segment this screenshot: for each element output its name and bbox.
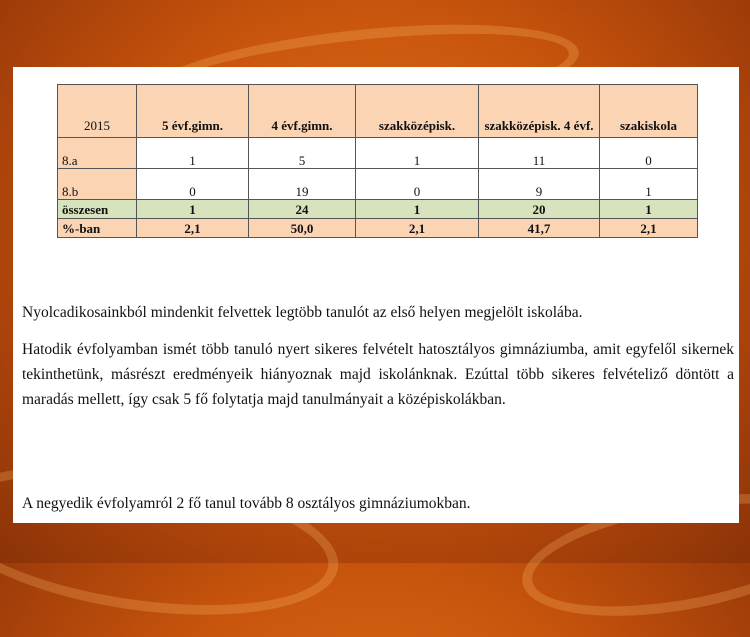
table-cell: 20 xyxy=(479,200,600,219)
table-row xyxy=(58,169,698,200)
table-cell: 9 xyxy=(479,169,600,200)
table-cell: 0 xyxy=(137,169,249,200)
table-cell: 41,7 xyxy=(479,219,600,238)
admission-table xyxy=(57,84,698,238)
table-cell: 11 xyxy=(479,138,600,169)
row-label: 8.a xyxy=(58,138,137,169)
table-cell: 24 xyxy=(249,200,356,219)
table-header-row xyxy=(58,85,698,138)
table-cell: 2,1 xyxy=(600,219,698,238)
table-cell: 1 xyxy=(137,138,249,169)
table-cell: 0 xyxy=(356,169,479,200)
table-header: szakközépisk. 4 évf. xyxy=(479,85,600,138)
table-header-year: 2015 xyxy=(58,85,137,138)
table-cell: 2,1 xyxy=(356,219,479,238)
table-header: 4 évf.gimn. xyxy=(249,85,356,138)
table-cell: 1 xyxy=(356,200,479,219)
table-row-total xyxy=(58,200,698,219)
paragraph: Hatodik évfolyamban ismét több tanuló nyert sikeres felvételt hatosztályos gimnáziumba, amit egyfelől sikernek tekinthetünk, másrészt eredményeik hiányoznak majd iskolánknak. Ezúttal több sikeres felvételiző döntött a maradás mellett, így csak 5 fő folytatja majd tanulmányait a középiskolákban. xyxy=(22,341,734,408)
table-header: 5 évf.gimn. xyxy=(137,85,249,138)
table-cell: 50,0 xyxy=(249,219,356,238)
table-header: szakiskola xyxy=(600,85,698,138)
table-row xyxy=(58,138,698,169)
table-cell: 5 xyxy=(249,138,356,169)
table-row-percent xyxy=(58,219,698,238)
table-cell: 1 xyxy=(600,200,698,219)
row-label: 8.b xyxy=(58,169,137,200)
table-cell: 0 xyxy=(600,138,698,169)
row-label: %-ban xyxy=(58,219,137,238)
table-cell: 19 xyxy=(249,169,356,200)
table-header: szakközépisk. xyxy=(356,85,479,138)
table-cell: 2,1 xyxy=(137,219,249,238)
table-cell: 1 xyxy=(600,169,698,200)
table-cell: 1 xyxy=(356,138,479,169)
slide-content xyxy=(13,67,739,523)
paragraph: A negyedik évfolyamról 2 fő tanul tovább 8 osztályos gimnáziumokban. xyxy=(22,495,471,512)
table-cell: 1 xyxy=(137,200,249,219)
row-label: összesen xyxy=(58,200,137,219)
paragraph: Nyolcadikosainkból mindenkit felvettek legtöbb tanulót az első helyen megjelölt iskolába. xyxy=(22,304,583,321)
